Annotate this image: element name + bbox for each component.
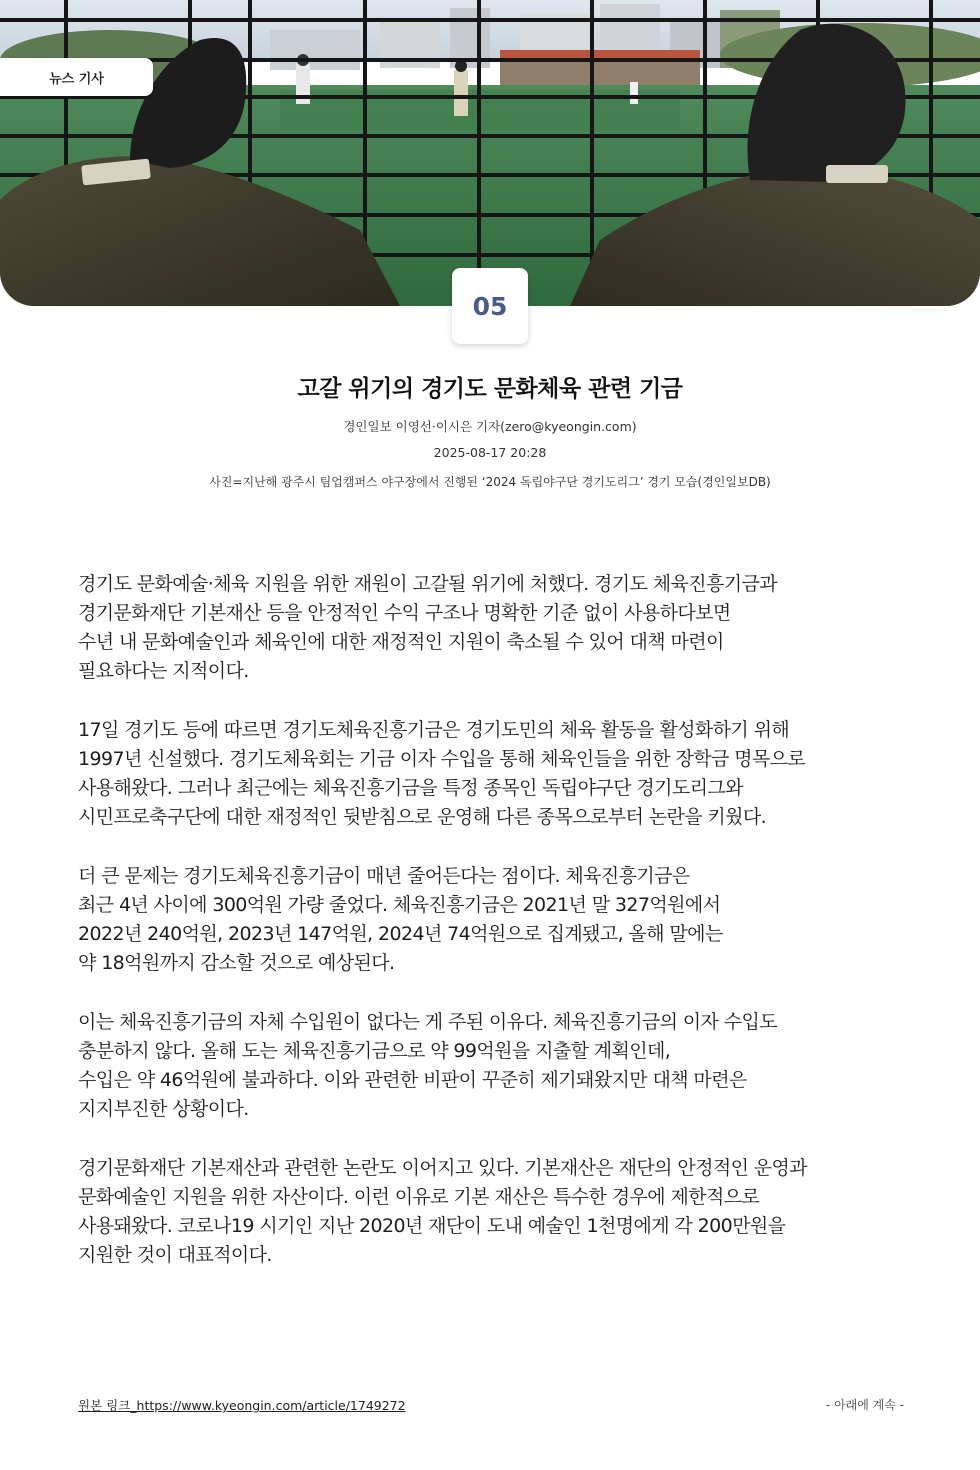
paragraph-line: 17일 경기도 등에 따르면 경기도체육진흥기금은 경기도민의 체육 활동을 활성화하기 위해 [78, 719, 790, 741]
paragraph-line: 이는 체육진흥기금의 자체 수입원이 없다는 게 주된 이유다. 체육진흥기금의 이자 수입도 [78, 1011, 777, 1033]
article-byline: 경인일보 이영선·이시은 기자(zero@kyeongin.com) [343, 419, 637, 434]
paragraph-line: 지지부진한 상황이다. [78, 1098, 249, 1120]
baseball-field-photo [0, 0, 980, 306]
paragraph-line: 수년 내 문화예술인과 체육인에 대한 재정적인 지원이 축소될 수 있어 대책 마련이 [78, 631, 724, 653]
paragraph-line: 약 18억원까지 감소할 것으로 예상된다. [78, 952, 395, 974]
paragraph-line: 경기문화재단 기본재산 등을 안정적인 수익 구조나 명확한 기준 없이 사용하다보면 [78, 602, 731, 624]
article-paragraph [78, 862, 908, 978]
article-date: 2025-08-17 20:28 [433, 445, 547, 460]
article-paragraph [78, 1008, 908, 1124]
page-number-badge: 05 [452, 268, 528, 344]
original-article-link[interactable]: 원본 링크_https://www.kyeongin.com/article/1749272 [78, 1398, 406, 1413]
paragraph-line: 사용해왔다. 그러나 최근에는 체육진흥기금을 특정 종목인 독립야구단 경기도리그와 [78, 777, 743, 799]
paragraph-line: 사용돼왔다. 코로나19 시기인 지난 2020년 재단이 도내 예술인 1천명에게 각 200만원을 [78, 1215, 786, 1237]
article-paragraph [78, 570, 908, 686]
continued-notice: - 아래에 계속 - [825, 1398, 904, 1412]
paragraph-line: 2022년 240억원, 2023년 147억원, 2024년 74억원으로 집계됐고, 올해 말에는 [78, 923, 723, 945]
paragraph-line: 수입은 약 46억원에 불과하다. 이와 관련한 비판이 꾸준히 제기돼왔지만 대책 마련은 [78, 1069, 747, 1091]
paragraph-line: 필요하다는 지적이다. [78, 660, 249, 682]
article-paragraph [78, 716, 908, 832]
paragraph-line: 충분하지 않다. 올해 도는 체육진흥기금으로 약 99억원을 지출할 계획인데, [78, 1040, 671, 1062]
paragraph-line: 시민프로축구단에 대한 재정적인 뒷받침으로 운영해 다른 종목으로부터 논란을 키웠다. [78, 806, 767, 828]
paragraph-line: 경기문화재단 기본재산과 관련한 논란도 이어지고 있다. 기본재산은 재단의 안정적인 운영과 [78, 1157, 808, 1179]
paragraph-line: 더 큰 문제는 경기도체육진흥기금이 매년 줄어든다는 점이다. 체육진흥기금은 [78, 865, 690, 887]
hero-photo [0, 0, 980, 306]
paragraph-line: 최근 4년 사이에 300억원 가량 줄었다. 체육진흥기금은 2021년 말 327억원에서 [78, 894, 721, 916]
paragraph-line: 1997년 신설했다. 경기도체육회는 기금 이자 수입을 통해 체육인들을 위한 장학금 명목으로 [78, 748, 806, 770]
article-title: 고갈 위기의 경기도 문화체육 관련 기금 [297, 376, 683, 402]
paragraph-line: 문화예술인 지원을 위한 자산이다. 이런 이유로 기본 재산은 특수한 경우에 제한적으로 [78, 1186, 760, 1208]
news-tag: 뉴스 기사 [0, 58, 153, 96]
article-body [78, 570, 908, 1300]
paragraph-line: 지원한 것이 대표적이다. [78, 1244, 272, 1266]
photo-caption: 사진=지난해 광주시 팀업캠퍼스 야구장에서 진행된 ‘2024 독립야구단 경기도리그’ 경기 모습(경인일보DB) [209, 475, 771, 489]
article-paragraph [78, 1154, 908, 1270]
paragraph-line: 경기도 문화예술·체육 지원을 위한 재원이 고갈될 위기에 처했다. 경기도 체육진흥기금과 [78, 573, 777, 595]
